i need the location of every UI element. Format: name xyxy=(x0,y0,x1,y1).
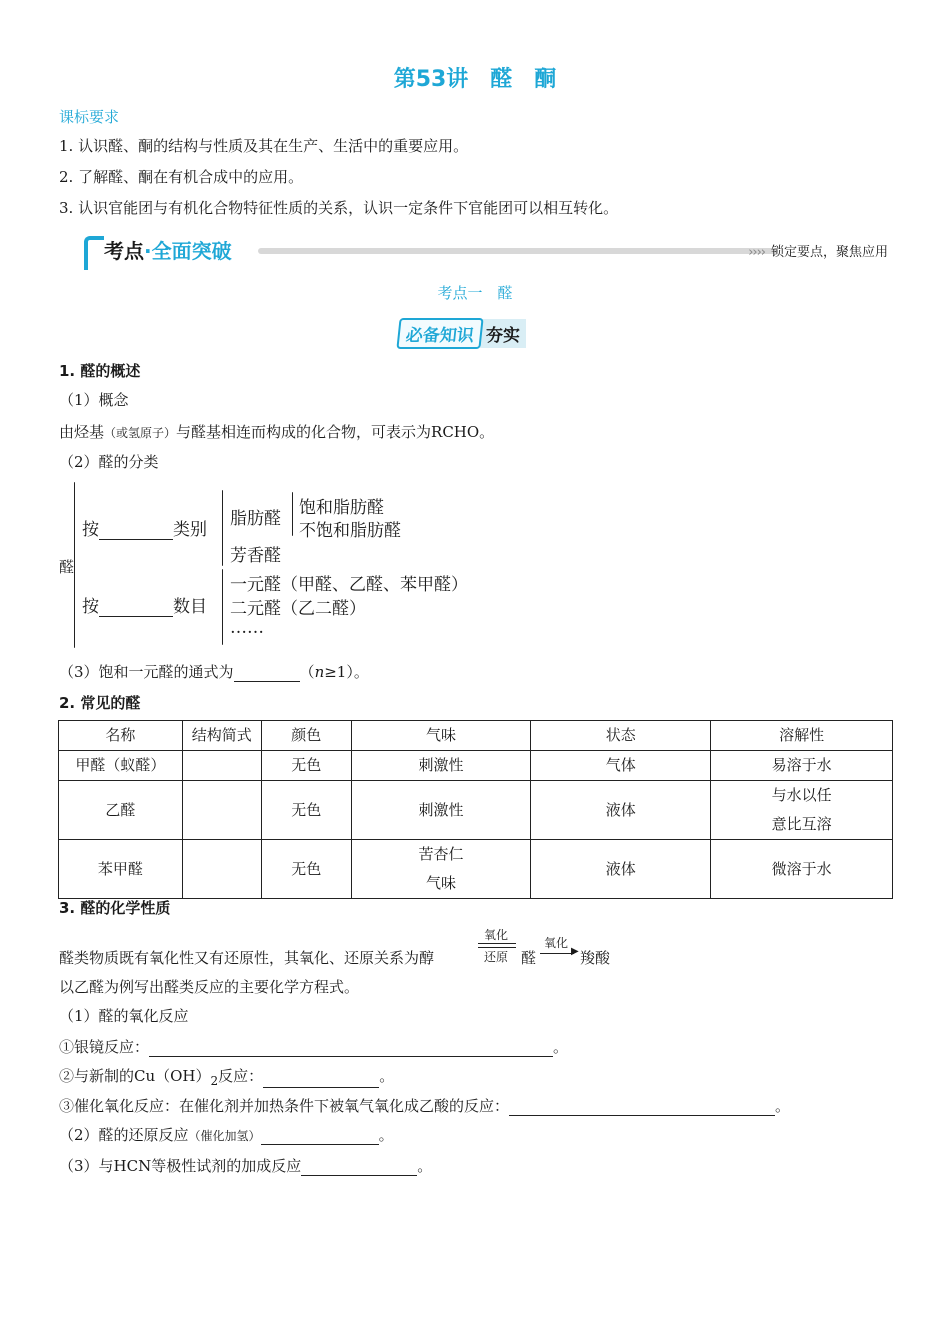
aliphatic-brace xyxy=(292,492,293,536)
table-cell xyxy=(711,781,893,840)
tree-root: 醛 xyxy=(59,558,75,576)
banner-title-dot: · xyxy=(144,239,152,263)
cell-text: 颜色 xyxy=(291,726,322,744)
reaction-silver-mirror xyxy=(59,1036,568,1057)
aldehyde-table xyxy=(58,720,893,899)
banner-title-a: 考点 xyxy=(104,239,144,263)
table-header-row xyxy=(59,721,893,751)
table-cell xyxy=(182,751,261,781)
cell-text: 无色 xyxy=(291,800,322,819)
cell-text: 结构简式 xyxy=(191,726,252,744)
example-text: 以乙醛为例写出醛类反应的主要化学方程式。 xyxy=(59,978,360,996)
table-header-cell xyxy=(531,721,711,751)
table-cell xyxy=(59,840,183,899)
cell-text: 甲醛（蚁醛） xyxy=(75,756,166,774)
formula-n: n xyxy=(314,663,325,681)
r3-label: ③催化氧化反应：在催化剂并加热条件下被氧气氧化成乙酸的反应： xyxy=(59,1097,510,1115)
reduction-reaction xyxy=(59,1124,394,1145)
arrow1-top-label: 氧化 xyxy=(484,928,509,942)
tree-saturated: 饱和脂肪醛 xyxy=(299,498,384,518)
cell-text: 气味 xyxy=(426,726,457,744)
concept-text xyxy=(59,421,494,442)
cell-text: 液体 xyxy=(605,859,636,878)
reaction-copper-hydroxide xyxy=(59,1065,394,1088)
table-cell xyxy=(59,751,183,781)
hcn-period: 。 xyxy=(417,1157,433,1175)
cell-text: 无色 xyxy=(291,756,322,774)
arrow-head-icon: ▶ xyxy=(571,946,579,957)
formula-pre: （3）饱和一元醛的通式为 xyxy=(59,663,234,681)
formula-blank xyxy=(234,663,300,682)
r3-blank[interactable] xyxy=(509,1097,775,1116)
badge-main: 必备知识 xyxy=(396,318,483,349)
banner-slogan-text: 锁定要点，聚焦应用 xyxy=(770,245,888,260)
chevrons-icon: ›››› xyxy=(748,245,765,260)
hcn-addition xyxy=(59,1155,432,1176)
r1-blank[interactable] xyxy=(149,1038,553,1057)
tree-di: 二元醛（乙二醛） xyxy=(230,599,366,619)
r2-post: 反应： xyxy=(218,1067,264,1085)
r1-period: 。 xyxy=(553,1038,569,1056)
concept-paren: （或氢原子） xyxy=(104,426,177,440)
banner-title xyxy=(78,234,242,268)
oxidation-label: （1）醛的氧化反应 xyxy=(59,1007,189,1025)
reaction-catalytic-oxidation xyxy=(59,1095,790,1116)
redox-intro: 醛类物质既有氧化性又有还原性，其氧化、还原关系为醇 xyxy=(59,949,435,967)
arrow-forward xyxy=(478,943,516,944)
classification-label: （2）醛的分类 xyxy=(59,453,159,471)
table-header-cell xyxy=(182,721,261,751)
reduction-paren: （催化加氢） xyxy=(188,1129,261,1143)
heading-2: 2. 常见的醛 xyxy=(59,694,141,712)
by-number-post: 数目 xyxy=(173,597,207,617)
redox-relation xyxy=(59,947,434,968)
cell-text: 意比互溶 xyxy=(771,815,832,833)
reduction-blank[interactable] xyxy=(261,1126,379,1145)
by-number-pre: 按 xyxy=(82,597,99,617)
tree-aliphatic: 脂肪醛 xyxy=(230,509,281,529)
requirements-heading: 课标要求 xyxy=(59,108,120,126)
table-cell xyxy=(182,781,261,840)
cell-text: 气味 xyxy=(426,874,457,892)
cell-text: 微溶于水 xyxy=(771,859,832,878)
table-cell xyxy=(261,751,351,781)
cell-text: 乙醛 xyxy=(105,800,136,819)
tree-aromatic: 芳香醛 xyxy=(230,546,281,566)
general-formula xyxy=(59,661,369,682)
cell-text: 液体 xyxy=(605,800,636,819)
badge-tail: 夯实 xyxy=(480,319,526,348)
table-cell xyxy=(351,840,531,899)
section-title: 考点一 醛 xyxy=(437,284,513,302)
r3-period: 。 xyxy=(775,1097,791,1115)
page-title: 第53讲 醛 酮 xyxy=(393,67,557,92)
table-row xyxy=(59,840,893,899)
cell-text: 易溶于水 xyxy=(771,756,832,774)
category-blank xyxy=(99,519,173,540)
cell-text: 名称 xyxy=(105,726,136,744)
cell-text: 苦杏仁 xyxy=(418,845,464,863)
tree-more: …… xyxy=(230,618,264,638)
r2-blank[interactable] xyxy=(263,1069,379,1088)
heading-1: 1. 醛的概述 xyxy=(59,362,141,380)
table-cell xyxy=(711,840,893,899)
arrow2-line xyxy=(540,953,574,954)
concept-label: （1）概念 xyxy=(59,391,129,409)
tree-by-number xyxy=(82,592,207,617)
table-cell xyxy=(531,781,711,840)
r1-label: ①银镜反应： xyxy=(59,1038,150,1056)
table-cell xyxy=(261,840,351,899)
banner-slogan xyxy=(748,241,888,260)
redox-mid: 醛 xyxy=(521,949,537,967)
root-brace xyxy=(74,482,75,648)
arrow2-top-label: 氧化 xyxy=(544,936,569,950)
banner-bar xyxy=(258,248,778,254)
number-brace xyxy=(222,569,223,645)
cell-text: 无色 xyxy=(291,859,322,878)
by-category-pre: 按 xyxy=(82,520,99,540)
tree-by-category xyxy=(82,515,207,540)
formula-open: （ xyxy=(299,663,315,681)
number-blank xyxy=(99,596,173,617)
concept-post: 与醛基相连而构成的化合物，可表示为RCHO。 xyxy=(176,423,495,441)
formula-post: ≥1）。 xyxy=(324,663,369,681)
hcn-blank[interactable] xyxy=(301,1157,417,1176)
r2-period: 。 xyxy=(379,1067,395,1085)
table-header-cell xyxy=(351,721,531,751)
table-header-cell xyxy=(711,721,893,751)
redox-end: 羧酸 xyxy=(580,949,611,967)
table-cell xyxy=(351,781,531,840)
table-cell xyxy=(351,751,531,781)
cell-text: 溶解性 xyxy=(779,726,825,744)
table-cell xyxy=(261,781,351,840)
knowledge-badge xyxy=(398,318,526,348)
arrow1-bottom-label: 还原 xyxy=(484,950,509,964)
cell-text: 刺激性 xyxy=(418,800,464,819)
cell-text: 刺激性 xyxy=(418,756,464,774)
r2-pre: ②与新制的Cu（OH） xyxy=(59,1067,211,1085)
concept-pre: 由烃基 xyxy=(59,423,105,441)
table-cell xyxy=(711,751,893,781)
requirement-item: 3. 认识官能团与有机化合物特征性质的关系，认识一定条件下官能团可以相互转化。 xyxy=(59,199,619,217)
table-row xyxy=(59,751,893,781)
table-row xyxy=(59,781,893,840)
requirement-item: 1. 认识醛、酮的结构与性质及其在生产、生活中的重要应用。 xyxy=(59,137,469,155)
cell-text: 状态 xyxy=(605,726,636,744)
cell-text: 苯甲醛 xyxy=(97,859,143,878)
requirement-item: 2. 了解醛、酮在有机合成中的应用。 xyxy=(59,168,304,186)
by-category-post: 类别 xyxy=(173,520,207,540)
cell-text: 与水以任 xyxy=(771,786,832,804)
reduction-period: 。 xyxy=(378,1126,394,1144)
tree-mono: 一元醛（甲醛、乙醛、苯甲醛） xyxy=(230,575,468,595)
table-cell xyxy=(531,840,711,899)
table-cell xyxy=(531,751,711,781)
table-header-cell xyxy=(261,721,351,751)
section-banner xyxy=(78,232,888,272)
reversible-arrow-icon xyxy=(476,926,518,966)
category-brace xyxy=(222,490,223,566)
banner-title-b: 全面突破 xyxy=(151,239,232,263)
heading-3: 3. 醛的化学性质 xyxy=(59,899,171,917)
tree-unsaturated: 不饱和脂肪醛 xyxy=(299,521,401,541)
table-header-cell xyxy=(59,721,183,751)
hcn-label: （3）与HCN等极性试剂的加成反应 xyxy=(59,1157,302,1175)
cell-text: 气体 xyxy=(605,756,636,774)
table-cell xyxy=(59,781,183,840)
r2-sub: 2 xyxy=(210,1074,219,1088)
table-cell xyxy=(182,840,261,899)
reduction-pre: （2）醛的还原反应 xyxy=(59,1126,189,1144)
forward-arrow-icon xyxy=(540,934,580,964)
